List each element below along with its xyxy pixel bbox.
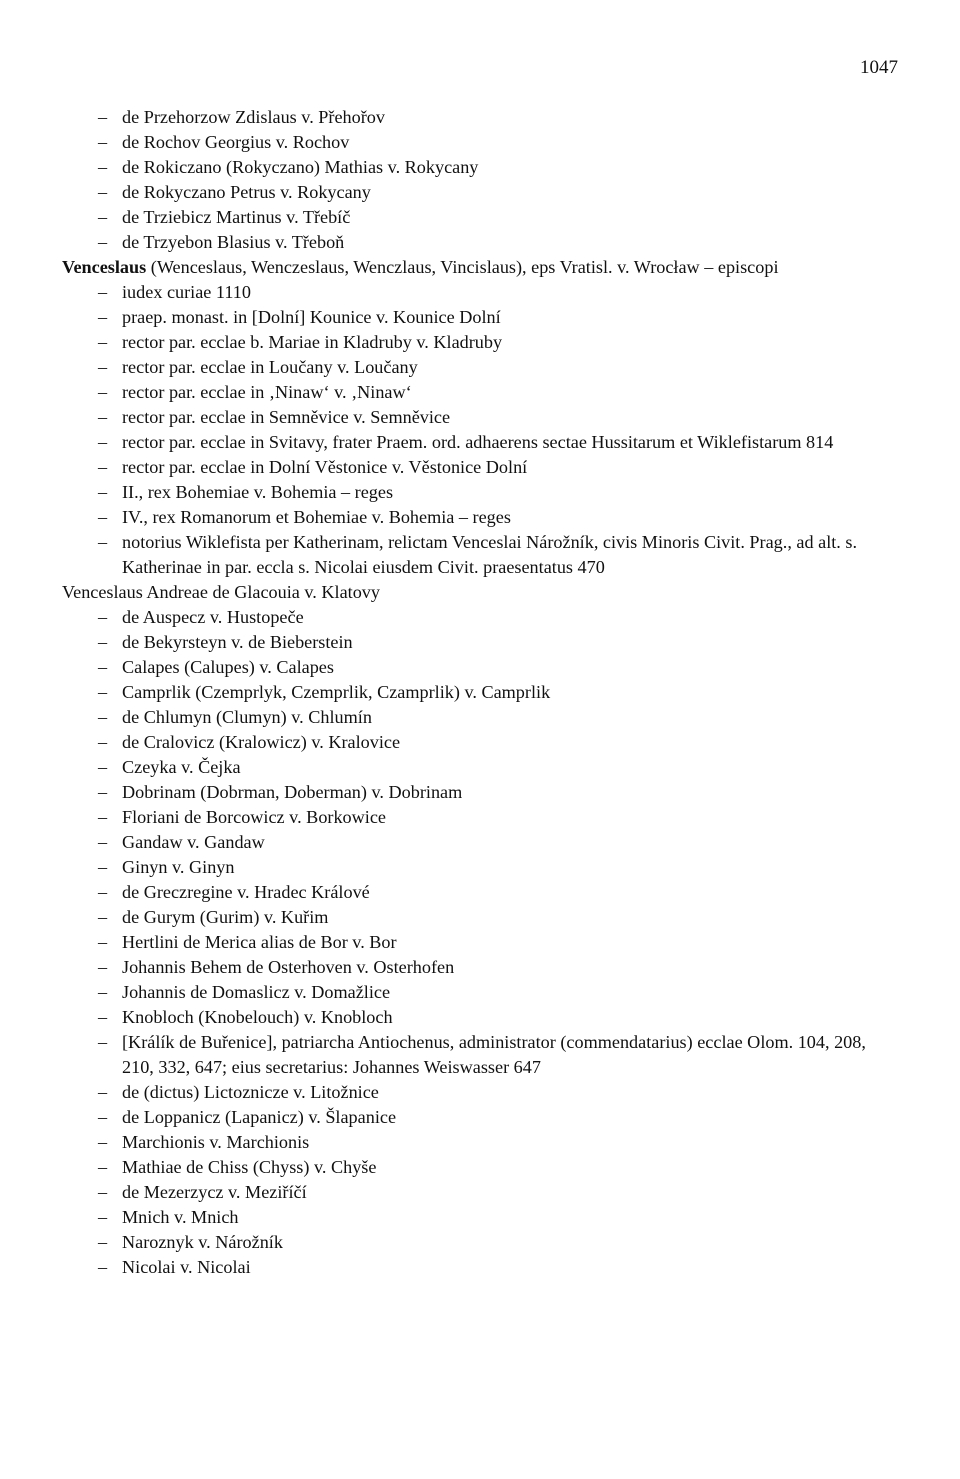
index-subentry [62, 980, 898, 1005]
index-subentry [62, 1080, 898, 1105]
entry-text: de Rokiczano (Rokyczano) Mathias v. Rokycany [122, 157, 479, 177]
entry-dash: – [98, 682, 108, 702]
entry-text: Camprlik (Czemprlyk, Czemprlik, Czamprlik) v. Camprlik [122, 682, 551, 702]
headword: Venceslaus [62, 257, 147, 277]
index-subentry [62, 505, 898, 530]
index-subentry [62, 780, 898, 805]
entry-dash: – [98, 1007, 108, 1027]
entry-dash: – [98, 807, 108, 827]
entry-dash: – [98, 857, 108, 877]
index-subentry [62, 680, 898, 705]
index-subentry [62, 1180, 898, 1205]
entry-dash: – [98, 132, 108, 152]
entry-text: Floriani de Borcowicz v. Borkowice [122, 807, 386, 827]
entry-text: de Chlumyn (Clumyn) v. Chlumín [122, 707, 372, 727]
entry-dash: – [98, 982, 108, 1002]
entry-text: de Bekyrsteyn v. de Bieberstein [122, 632, 353, 652]
entry-text: de Trzyebon Blasius v. Třeboň [122, 232, 345, 252]
entry-text: de Gurym (Gurim) v. Kuřim [122, 907, 329, 927]
entry-dash: – [98, 507, 108, 527]
entry-dash: – [98, 432, 108, 452]
entry-dash: – [98, 832, 108, 852]
index-subentry [62, 155, 898, 180]
index-subentry [62, 530, 898, 580]
entry-dash: – [98, 932, 108, 952]
index-subentry [62, 380, 898, 405]
entry-text: (Wenceslaus, Wenczeslaus, Wenczlaus, Vincislaus), eps Vratisl. v. Wrocław – episcopi [146, 257, 779, 277]
entry-text: de Trziebicz Martinus v. Třebíč [122, 207, 351, 227]
entry-text: de Loppanicz (Lapanicz) v. Šlapanice [122, 1107, 397, 1127]
entry-text: rector par. ecclae in ‚Ninaw‘ v. ‚Ninaw‘ [122, 382, 412, 402]
index-subentry [62, 855, 898, 880]
entry-dash: – [98, 182, 108, 202]
entry-text: de Przehorzow Zdislaus v. Přehořov [122, 107, 385, 127]
index-subentry [62, 1130, 898, 1155]
entry-text: Johannis Behem de Osterhoven v. Osterhofen [122, 957, 455, 977]
entry-text: de Mezerzycz v. Meziříčí [122, 1182, 307, 1202]
index-subentry [62, 905, 898, 930]
entry-dash: – [98, 882, 108, 902]
entry-text: Calapes (Calupes) v. Calapes [122, 657, 334, 677]
index-subentry [62, 105, 898, 130]
entry-dash: – [98, 1132, 108, 1152]
entry-dash: – [98, 157, 108, 177]
index-subentry [62, 830, 898, 855]
entry-dash: – [98, 657, 108, 677]
entry-text: Venceslaus Andreae de Glacouia v. Klatovy [62, 582, 380, 602]
index-subentry [62, 1155, 898, 1180]
entry-dash: – [98, 1182, 108, 1202]
entry-text: rector par. ecclae b. Mariae in Kladruby v. Kladruby [122, 332, 503, 352]
entry-text: de Rochov Georgius v. Rochov [122, 132, 350, 152]
entry-dash: – [98, 382, 108, 402]
index-subentry [62, 405, 898, 430]
entry-text: notorius Wiklefista per Katherinam, relictam Venceslai Nárožník, civis Minoris Civit. Prag., ad alt. s. Katherinae in par. eccla s. Nicolai eiusdem Civit. praesentatus 470 [122, 532, 858, 577]
index-entries [62, 105, 898, 1280]
index-subentry [62, 630, 898, 655]
entry-dash: – [98, 207, 108, 227]
entry-dash: – [98, 482, 108, 502]
entry-dash: – [98, 532, 108, 552]
entry-dash: – [98, 1082, 108, 1102]
entry-text: Naroznyk v. Nárožník [122, 1232, 283, 1252]
entry-dash: – [98, 282, 108, 302]
entry-text: de Cralovicz (Kralowicz) v. Kralovice [122, 732, 401, 752]
entry-dash: – [98, 107, 108, 127]
entry-dash: – [98, 1207, 108, 1227]
entry-dash: – [98, 957, 108, 977]
index-subentry [62, 930, 898, 955]
entry-text: de Auspecz v. Hustopeče [122, 607, 304, 627]
entry-dash: – [98, 732, 108, 752]
entry-dash: – [98, 407, 108, 427]
page-number: 1047 [860, 57, 898, 78]
index-subentry [62, 705, 898, 730]
entry-text: Knobloch (Knobelouch) v. Knobloch [122, 1007, 393, 1027]
entry-text: Mathiae de Chiss (Chyss) v. Chyše [122, 1157, 377, 1177]
index-subentry [62, 305, 898, 330]
entry-text: praep. monast. in [Dolní] Kounice v. Kounice Dolní [122, 307, 501, 327]
entry-dash: – [98, 332, 108, 352]
entry-text: Dobrinam (Dobrman, Doberman) v. Dobrinam [122, 782, 463, 802]
index-subentry [62, 605, 898, 630]
entry-text: Nicolai v. Nicolai [122, 1257, 251, 1277]
entry-dash: – [98, 1032, 108, 1052]
index-subentry [62, 755, 898, 780]
index-subentry [62, 455, 898, 480]
entry-dash: – [98, 782, 108, 802]
entry-dash: – [98, 307, 108, 327]
index-subentry [62, 480, 898, 505]
entry-dash: – [98, 1257, 108, 1277]
index-subentry [62, 1005, 898, 1030]
entry-text: rector par. ecclae in Svitavy, frater Praem. ord. adhaerens sectae Hussitarum et Wiklefistarum 814 [122, 432, 834, 452]
index-headword-entry [62, 255, 898, 280]
index-subentry [62, 1030, 898, 1080]
entry-text: Marchionis v. Marchionis [122, 1132, 310, 1152]
index-subentry [62, 955, 898, 980]
index-subentry [62, 230, 898, 255]
index-subentry [62, 355, 898, 380]
entry-text: rector par. ecclae in Semněvice v. Semněvice [122, 407, 451, 427]
entry-text: II., rex Bohemiae v. Bohemia – reges [122, 482, 394, 502]
entry-text: Mnich v. Mnich [122, 1207, 239, 1227]
entry-text: Ginyn v. Ginyn [122, 857, 235, 877]
index-subentry [62, 1205, 898, 1230]
entry-text: [Králík de Buřenice], patriarcha Antiochenus, administrator (commendatarius) ecclae Olom. 104, 208, 210, 332, 647; eius secretarius: Johannes Weiswasser 647 [122, 1032, 866, 1077]
index-subentry [62, 655, 898, 680]
index-subentry [62, 205, 898, 230]
index-subentry [62, 180, 898, 205]
entry-dash: – [98, 232, 108, 252]
entry-text: rector par. ecclae in Loučany v. Loučany [122, 357, 418, 377]
entry-text: rector par. ecclae in Dolní Věstonice v. Věstonice Dolní [122, 457, 528, 477]
index-subentry [62, 1255, 898, 1280]
index-subentry [62, 330, 898, 355]
entry-text: Johannis de Domaslicz v. Domažlice [122, 982, 391, 1002]
index-subentry [62, 730, 898, 755]
entry-text: de (dictus) Lictoznicze v. Litožnice [122, 1082, 379, 1102]
entry-text: IV., rex Romanorum et Bohemiae v. Bohemia – reges [122, 507, 511, 527]
entry-dash: – [98, 1157, 108, 1177]
index-subentry [62, 1230, 898, 1255]
index-headword-entry [62, 580, 898, 605]
entry-text: iudex curiae 1110 [122, 282, 251, 302]
entry-text: de Greczregine v. Hradec Králové [122, 882, 370, 902]
entry-dash: – [98, 707, 108, 727]
entry-dash: – [98, 357, 108, 377]
index-subentry [62, 130, 898, 155]
entry-dash: – [98, 607, 108, 627]
entry-text: Czeyka v. Čejka [122, 757, 241, 777]
entry-dash: – [98, 757, 108, 777]
entry-text: de Rokyczano Petrus v. Rokycany [122, 182, 371, 202]
index-subentry [62, 880, 898, 905]
entry-dash: – [98, 1107, 108, 1127]
index-subentry [62, 805, 898, 830]
entry-dash: – [98, 457, 108, 477]
entry-dash: – [98, 632, 108, 652]
index-subentry [62, 280, 898, 305]
index-subentry [62, 430, 898, 455]
entry-dash: – [98, 1232, 108, 1252]
entry-text: Hertlini de Merica alias de Bor v. Bor [122, 932, 397, 952]
entry-dash: – [98, 907, 108, 927]
index-subentry [62, 1105, 898, 1130]
entry-text: Gandaw v. Gandaw [122, 832, 265, 852]
